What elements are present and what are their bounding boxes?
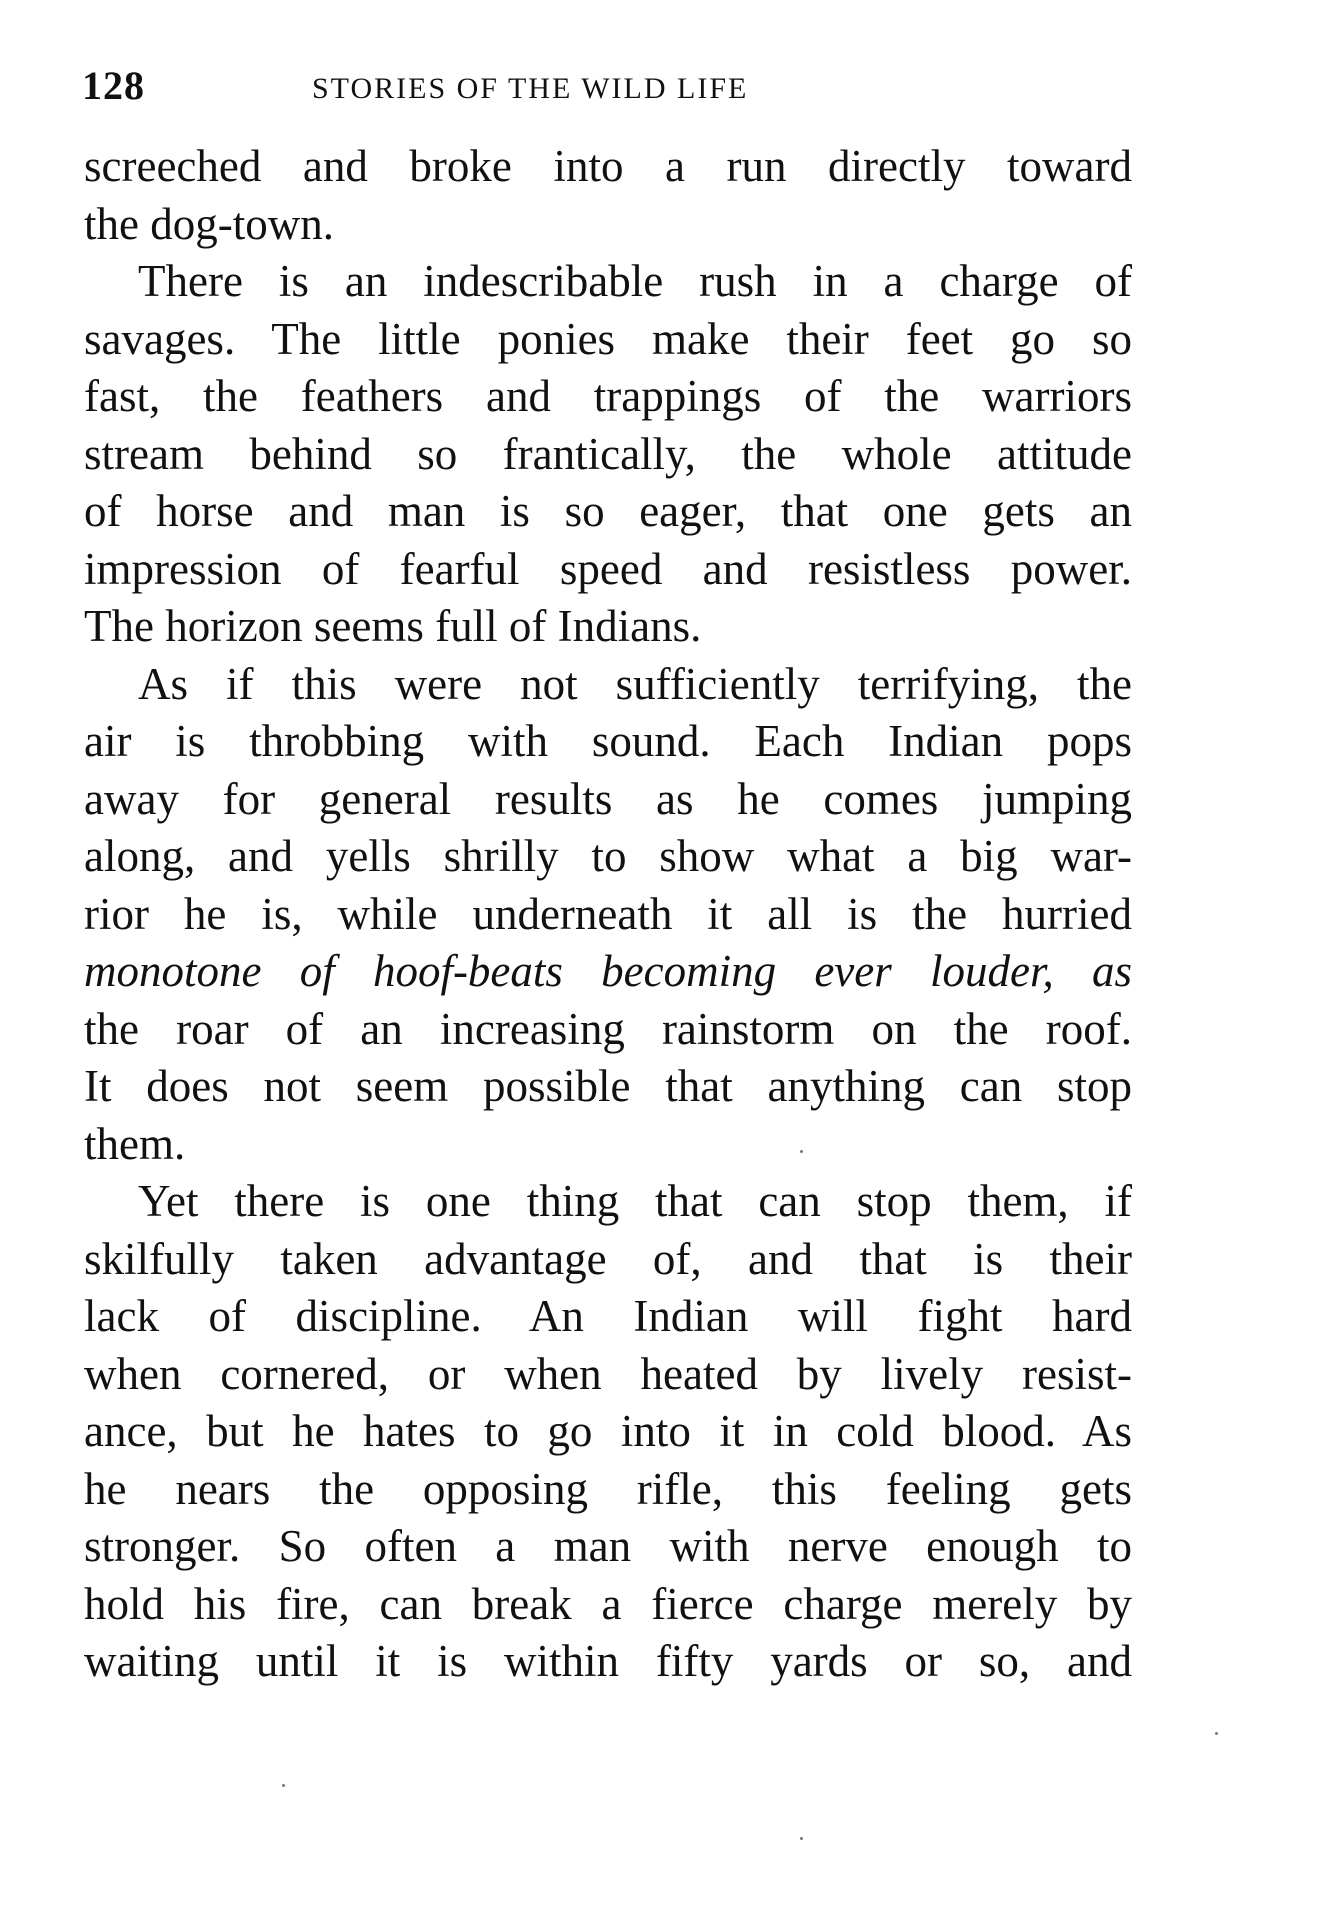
paper-speck — [800, 1150, 803, 1153]
running-title: STORIES OF THE WILD LIFE — [312, 72, 749, 105]
text-line: ance, but he hates to go into it in cold blood. As — [84, 1406, 1132, 1456]
text-line: impression of fearful speed and resistless power. — [84, 543, 1132, 594]
text-line: savages. The little ponies make their feet go so — [84, 313, 1132, 364]
text-line: skilfully taken advantage of, and that is their — [84, 1233, 1132, 1284]
text-line: fast, the feathers and trappings of the warriors — [84, 371, 1132, 421]
text-line: It does not seem possible that anything can stop — [84, 1061, 1132, 1111]
text-line: hold his fire, can break a fierce charge merely by — [84, 1578, 1132, 1629]
text-line: rior he is, while underneath it all is the hurried — [84, 888, 1132, 939]
text-line-italic: monotone of hoof-beats becoming ever louder, as — [84, 946, 1132, 996]
text-line: The horizon seems full of Indians. — [84, 601, 702, 651]
text-line: along, and yells shrilly to show what a big war- — [84, 831, 1132, 881]
text-line: As if this were not sufficiently terrifying, the — [138, 658, 1132, 709]
text-line: he nears the opposing rifle, this feeling gets — [84, 1463, 1132, 1514]
text-line: air is throbbing with sound. Each Indian pops — [84, 716, 1132, 766]
paper-speck — [800, 1837, 803, 1840]
text-line: stream behind so frantically, the whole attitude — [84, 428, 1132, 479]
text-line: away for general results as he comes jumping — [84, 773, 1132, 824]
text-line: when cornered, or when heated by lively resist- — [84, 1348, 1132, 1399]
text-line: the dog-town. — [84, 198, 334, 249]
text-line: them. — [84, 1118, 186, 1169]
text-line: stronger. So often a man with nerve enough to — [84, 1521, 1132, 1571]
running-head — [82, 62, 1132, 122]
text-line: the roar of an increasing rainstorm on the roof. — [84, 1003, 1132, 1054]
paper-speck — [282, 1784, 285, 1787]
text-line: of horse and man is so eager, that one gets an — [84, 486, 1132, 536]
text-line: waiting until it is within fifty yards or so, and — [84, 1636, 1132, 1686]
text-line: lack of discipline. An Indian will fight hard — [84, 1291, 1132, 1341]
text-line: Yet there is one thing that can stop them, if — [138, 1176, 1132, 1226]
body-text — [84, 138, 1132, 1691]
text-line: screeched and broke into a run directly toward — [84, 141, 1132, 191]
paper-speck — [1215, 1732, 1218, 1735]
text-line: There is an indescribable rush in a charge of — [138, 256, 1132, 306]
page-number: 128 — [82, 63, 145, 108]
